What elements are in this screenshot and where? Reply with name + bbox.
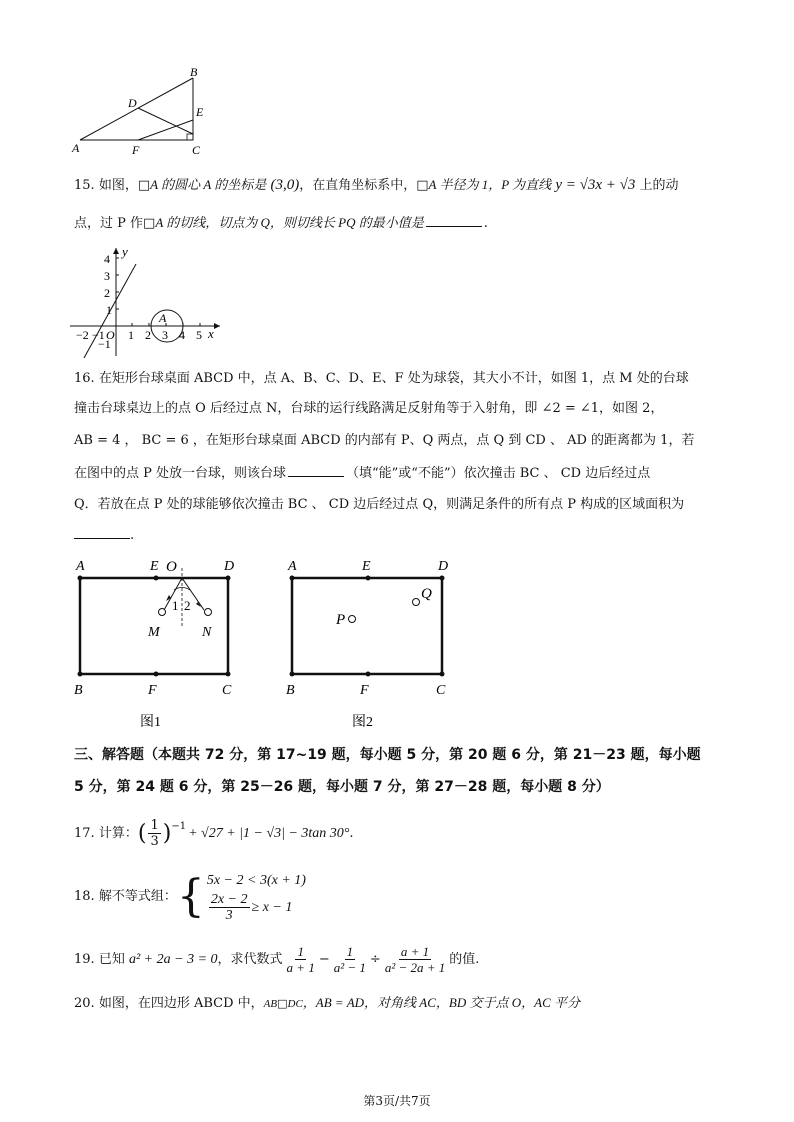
page-footer: 第3页/共7页	[363, 1094, 431, 1108]
x-tick-neg2: −2	[76, 328, 89, 342]
q17: 17. 计算： ( $\frac{1}{3}$ ) $^{-1}$ + √27 + |1 − √3| − 3tan 30° .	[74, 818, 354, 849]
x-tick-neg1: −1	[92, 328, 105, 342]
y-tick-4: 4	[104, 252, 110, 266]
x-tick-3: 3	[162, 328, 168, 342]
coordinate-plane-figure	[70, 244, 230, 360]
q18: 18. 解不等式组： { 5x − 2 < 3(x + 1) $\frac{2x - 2}{3}$ ≥ x − 1	[74, 870, 306, 923]
inequality-2-fraction: $\frac{2x - 2}{3}$	[210, 892, 248, 923]
q19: 19. 已知 a² + 2a − 3 = 0 ，求代数式 $\frac{1}{a + 1}$ − $\frac{1}{\text{a² − 1}}$ ÷ $\frac{a + 1}{\text{a² − 2a + 1}}$ 的值.	[74, 944, 480, 975]
q16-line3: AB = 4 ， BC = 6 ，在矩形台球桌面 ABCD 的内部有 P、Q 两点，点 Q 到 CD 、 AD 的距离都为 1，若	[74, 433, 695, 448]
fig1-label-N: N	[202, 625, 212, 640]
label-D: D	[128, 96, 137, 110]
x-axis-label: x	[208, 326, 214, 341]
q16-line1: 16. 在矩形台球桌面 ABCD 中，点 A、B、C、D、E、F 处为球袋，其大小不计，如图 1，点 M 处的台球	[74, 371, 689, 386]
y-axis-label: y	[122, 244, 128, 259]
q15-line1: 15. 如图，□A 的圆心 A 的坐标是 (3,0)，在直角坐标系中，□A 半径为 1，P 为直线 y = √3x + √3 上的动	[74, 177, 679, 193]
fig2-label-A: A	[288, 559, 297, 574]
parallel-symbol: □	[277, 997, 288, 1010]
coord-A: (3,0)	[270, 177, 300, 193]
fig1-label-E: E	[150, 559, 159, 574]
fig2-label-C: C	[436, 683, 446, 698]
q16-line4: 在图中的点 P 处放一台球，则该台球 （填“能”或“不能”）依次撞击 BC 、 CD 边后经过点	[74, 466, 651, 481]
fig1-label-B: B	[74, 683, 83, 698]
y-tick-2: 2	[104, 286, 110, 300]
fig1-label-C: C	[222, 683, 232, 698]
fig1-label-O: O	[166, 559, 177, 575]
inequality-2-rhs: ≥ x − 1	[251, 899, 293, 915]
fig2-label-Q: Q	[421, 586, 432, 602]
x-tick-1: 1	[128, 328, 134, 342]
q15-answer-blank[interactable]	[426, 214, 482, 227]
fig2-label-P: P	[336, 612, 346, 628]
q16-answer-blank-2[interactable]	[74, 526, 130, 539]
fig2-label-D: D	[438, 559, 449, 574]
q17-exponent: −1	[171, 821, 187, 832]
fig1-label-F: F	[148, 683, 157, 698]
q19-condition: a² + 2a − 3 = 0	[128, 951, 218, 967]
label-F: F	[132, 143, 140, 156]
fig2-label-E: E	[362, 559, 371, 574]
y-tick-3: 3	[104, 269, 110, 283]
q16-line5: Q．若放在点 P 处的球能够依次撞击 BC 、 CD 边后经过点 Q，则满足条件的所有点 P 构成的区域面积为	[74, 497, 685, 512]
label-A: A	[72, 141, 80, 155]
q19-fraction-2: $\frac{1}{\text{a² − 1}}$	[333, 944, 366, 975]
label-B: B	[190, 65, 198, 79]
fig1-label-D: D	[224, 559, 235, 574]
q15-line2: 点，过 P 作□A 的切线，切点为 Q，则切线长 PQ 的最小值是 .	[74, 215, 488, 231]
q17-expression: + √27 + |1 − √3| − 3tan 30°	[188, 825, 350, 841]
system-brace: {	[176, 870, 205, 922]
section3-heading-line2: 5 分，第 24 题 6 分，第 25－26 题，每小题 7 分，第 27－28 题，每小题 8 分）	[74, 779, 610, 795]
billiards-figure-2	[282, 554, 462, 734]
circle-symbol: □	[137, 178, 151, 193]
q16-line2: 撞击台球桌边上的点 O 后经过点 N，台球的运行线路满足反射角等于入射角，即 ∠2 = ∠1，如图 2，	[74, 401, 664, 416]
point-A-label: A	[159, 311, 167, 325]
q15-number: 15.	[74, 178, 95, 193]
section3-heading-line1: 三、解答题（本题共 72 分，第 17~19 题，每小题 5 分，第 20 题 6 分，第 21－23 题，每小题	[74, 747, 701, 763]
x-tick-5: 5	[196, 328, 202, 342]
x-tick-4: 4	[179, 328, 185, 342]
fig1-angle-2: 2	[184, 598, 191, 613]
origin-label: O	[106, 328, 115, 342]
y-tick-neg1: −1	[98, 337, 111, 351]
billiards-figure-1	[70, 554, 250, 734]
fig1-label-M: M	[148, 625, 160, 640]
fig2-label-B: B	[286, 683, 295, 698]
q16-answer-blank-1[interactable]	[288, 464, 344, 477]
x-tick-2: 2	[145, 328, 151, 342]
fig2-caption: 图2	[352, 715, 373, 730]
label-E: E	[196, 105, 204, 119]
fig1-caption: 图1	[140, 715, 161, 730]
y-tick-1: 1	[106, 303, 112, 317]
q20: 20. 如图，在四边形 ABCD 中，AB□DC，AB = AD，对角线 AC，BD 交于点 O，AC 平分	[74, 995, 580, 1011]
q16-line6: .	[74, 526, 134, 545]
fig1-angle-1: 1	[172, 598, 179, 613]
q19-fraction-3: $\frac{a + 1}{\text{a² − 2a + 1}}$	[384, 944, 446, 975]
line-equation: y = √3x + √3	[555, 177, 636, 193]
label-C: C	[192, 143, 201, 156]
q17-fraction: $\frac{1}{3}$	[150, 818, 159, 849]
fig1-label-A: A	[76, 559, 85, 574]
q19-fraction-1: $\frac{1}{a + 1}$	[286, 944, 315, 975]
inequality-1: 5x − 2 < 3(x + 1)	[206, 873, 306, 888]
triangle-figure	[68, 64, 218, 156]
fig2-label-F: F	[360, 683, 369, 698]
